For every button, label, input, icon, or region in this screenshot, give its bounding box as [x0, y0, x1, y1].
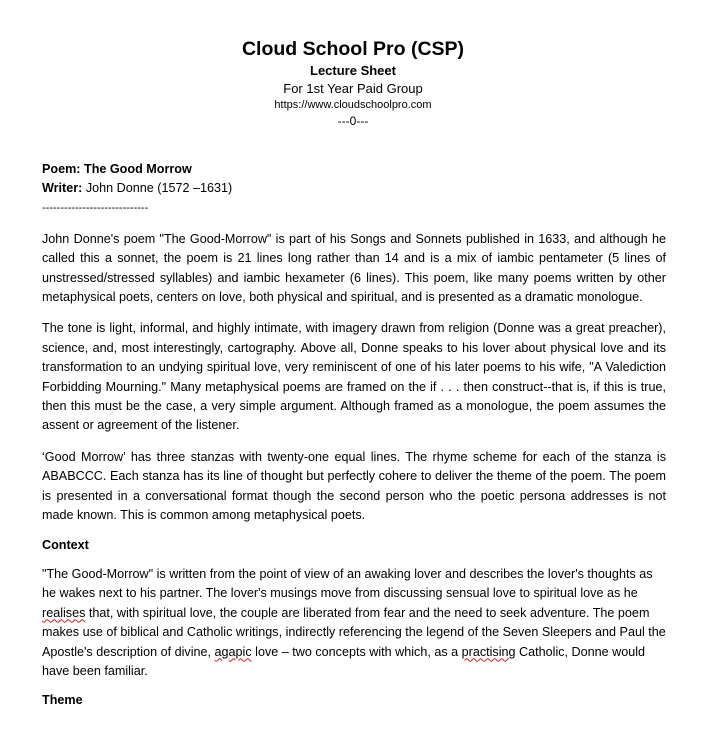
context-text-1: "The Good-Morrow" is written from the point of view of an awaking lover and describes the lover's thoughts as he wakes next to his partner. The lover's musings move from discussing sensual love to spiritual love as he — [42, 566, 653, 601]
paragraph-context — [42, 565, 666, 681]
spelling-flag-realises: realises — [42, 605, 86, 620]
context-text-4: Catholic, Donne would have been familiar. — [42, 644, 646, 678]
writer-label: Writer: — [42, 181, 83, 196]
context-text-2: that, with spiritual love, the couple are liberated from fear and the need to seek adventure. The poem makes use of biblical and Catholic writings, indirectly referencing the legend of the Seven Sleepers and Paul the Apostle's description of divine, — [42, 605, 666, 659]
theme-heading: Theme — [42, 693, 83, 708]
document-body — [42, 160, 666, 711]
sheet-subtitle: Lecture Sheet — [310, 63, 396, 78]
poem-name: The Good Morrow — [84, 162, 192, 176]
section-divider: ----------------------------- — [42, 201, 149, 214]
poem-label: Poem: — [42, 162, 81, 176]
poem-title-line — [42, 160, 666, 179]
group-label: For 1st Year Paid Group — [283, 81, 423, 96]
paragraph-structure: ‘Good Morrow’ has three stanzas with twenty-one equal lines. The rhyme scheme for each of the stanza is ABABCCC. Each stanza has its line of thought but perfectly cohere to deliver the theme of the poem. The poem is presented in a conversational format though the second person who the poetic persona addresses is not made known. This is common among metaphysical poets. — [42, 449, 666, 523]
paragraph-tone: The tone is light, informal, and highly intimate, with imagery drawn from religion (Donne was a great preacher), science, and, most interestingly, cartography. Above all, Donne speaks to his lover about physical love and its transformation to an undying spiritual love, very reminiscent of one of his later poems to his wife, "A Valediction Forbidding Mourning." Many metaphysical poems are framed on the if . . . then construct--that is, if this is true, then this must be the case, a very simple argument. Although framed as a monologue, the poem assumes the assent or agreement of the listener. — [42, 321, 666, 433]
context-text-3: love – two concepts with which, as a — [251, 644, 462, 659]
context-heading: Context — [42, 537, 89, 552]
spelling-flag-agapic: agapic — [214, 644, 252, 659]
website-url: https://www.cloudschoolpro.com — [274, 99, 432, 111]
document-header — [0, 36, 706, 129]
writer-name: John Donne (1572 –1631) — [85, 181, 233, 196]
header-separator: ---0--- — [337, 114, 369, 128]
paragraph-intro: John Donne's poem "The Good-Morrow" is part of his Songs and Sonnets published in 1633, and although he called this a sonnet, the poem is 21 lines long rather than 14 and is a mix of iambic pentameter (5 lines of unstressed/stressed syllables) and iambic hexameter (6 lines). This poem, like many poems written by other metaphysical poets, centers on love, both physical and spiritual, and is presented as a dramatic monologue. — [42, 231, 666, 305]
writer-line — [42, 179, 666, 198]
spelling-flag-practising: practising — [461, 644, 516, 659]
school-title: Cloud School Pro (CSP) — [241, 38, 465, 60]
